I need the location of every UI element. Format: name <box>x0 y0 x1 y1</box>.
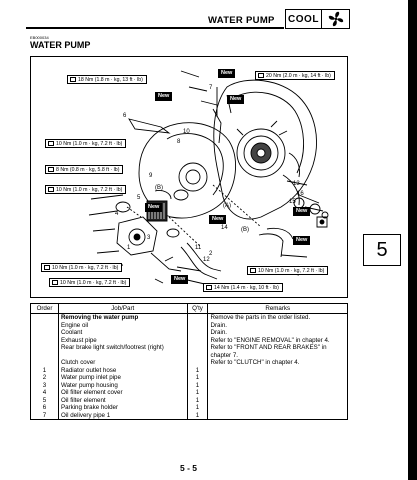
callout-number: 15 <box>289 199 296 205</box>
chapter-tab: 5 <box>363 234 401 266</box>
new-badge: New <box>171 275 188 284</box>
callout-number: 14 <box>221 225 228 231</box>
torque-label: 10 Nm (1.0 m · kg, 7.2 ft · lb) <box>41 263 122 272</box>
table-row: 7 Oil delivery pipe 1 1 <box>31 412 348 420</box>
torque-label: 10 Nm (1.0 m · kg, 7.2 ft · lb) <box>247 266 328 275</box>
table-row: 3 Water pump housing 1 <box>31 382 348 390</box>
torque-wrench-icon <box>48 141 54 146</box>
table-row: Rear brake light switch/footrest (right) Refer to "FRONT AND REAR BRAKES" in chapter 7. <box>31 344 348 359</box>
table-row: 6 Parking brake holder 1 <box>31 404 348 412</box>
fan-icon <box>322 9 350 29</box>
torque-wrench-icon <box>48 167 54 172</box>
table-row: Coolant Drain. <box>31 329 348 337</box>
callout-number: 4 <box>115 211 119 217</box>
torque-label: 14 Nm (1.4 m · kg, 10 ft · lb) <box>203 283 283 292</box>
callout-number: 6 <box>123 113 127 119</box>
header-rule <box>26 27 284 29</box>
torque-label: 18 Nm (1.8 m · kg, 13 ft · lb) <box>67 75 147 84</box>
exploded-diagram <box>30 56 348 298</box>
callout-number: 11 <box>195 245 202 251</box>
callout-number: 7 <box>209 85 213 91</box>
table-row: Exhaust pipe Refer to "ENGINE REMOVAL" in chapter 4. <box>31 337 348 345</box>
section-code: EB000034 <box>30 35 49 40</box>
callout-number: 8 <box>177 139 181 145</box>
table-row: 5 Oil filter element 1 <box>31 397 348 405</box>
table-header-row <box>31 304 348 314</box>
torque-label: 10 Nm (1.0 m · kg, 7.2 ft · lb) <box>49 278 130 287</box>
new-badge: New <box>218 69 235 78</box>
callout-number: 3 <box>147 235 151 241</box>
torque-wrench-icon <box>206 285 212 290</box>
callout-number: 13 <box>293 181 300 187</box>
new-badge: New <box>293 236 310 245</box>
column-header-qty: Q'ty <box>187 304 208 314</box>
torque-wrench-icon <box>52 280 58 285</box>
new-badge: New <box>209 215 226 224</box>
table-row: 1 Radiator outlet hose 1 <box>31 367 348 375</box>
callout-number: 10 <box>183 129 190 135</box>
table-row: 2 Water pump inlet pipe 1 <box>31 374 348 382</box>
torque-wrench-icon <box>250 268 256 273</box>
torque-label: 10 Nm (1.0 m · kg, 7.2 ft · lb) <box>45 185 126 194</box>
page-number: 5 - 5 <box>180 463 198 473</box>
chapter-badge-label: COOL <box>288 13 319 25</box>
callout-number: 9 <box>149 173 153 179</box>
new-badge: New <box>293 207 310 216</box>
new-badge: New <box>145 203 162 212</box>
torque-wrench-icon <box>48 187 54 192</box>
column-header-job: Job/Part <box>58 304 187 314</box>
chapter-badge <box>285 9 322 29</box>
callout-letter: (B) <box>241 227 249 233</box>
new-badge: New <box>227 95 244 104</box>
header-title: WATER PUMP <box>208 15 275 26</box>
column-header-remarks: Remarks <box>208 304 348 314</box>
table-row: Clutch cover Refer to "CLUTCH" in chapter 4. <box>31 359 348 367</box>
torque-wrench-icon <box>258 73 264 78</box>
callout-number: 2 <box>209 251 213 257</box>
callout-number: 12 <box>203 257 210 263</box>
callout-number: 5 <box>137 195 141 201</box>
column-header-order: Order <box>31 304 59 314</box>
section-title: WATER PUMP <box>30 40 91 50</box>
torque-label: 8 Nm (0.8 m · kg, 5.8 ft · lb) <box>45 165 123 174</box>
torque-label: 20 Nm (2.0 m · kg, 14 ft · lb) <box>255 71 335 80</box>
torque-wrench-icon <box>44 265 50 270</box>
callout-number: 16 <box>297 191 304 197</box>
new-badge: New <box>155 92 172 101</box>
callout-letter: (B) <box>155 185 163 191</box>
torque-wrench-icon <box>70 77 76 82</box>
callout-number: 1 <box>127 245 131 251</box>
table-row: Engine oil Drain. <box>31 322 348 330</box>
table-row: 4 Oil filter element cover 1 <box>31 389 348 397</box>
torque-label: 10 Nm (1.0 m · kg, 7.2 ft · lb) <box>45 139 126 148</box>
callout-letter: (A) <box>223 203 231 209</box>
table-row: Removing the water pump Remove the parts in the order listed. <box>31 314 348 322</box>
procedure-table <box>30 303 348 420</box>
diagram-drawing <box>31 57 348 298</box>
page-edge <box>408 0 417 480</box>
